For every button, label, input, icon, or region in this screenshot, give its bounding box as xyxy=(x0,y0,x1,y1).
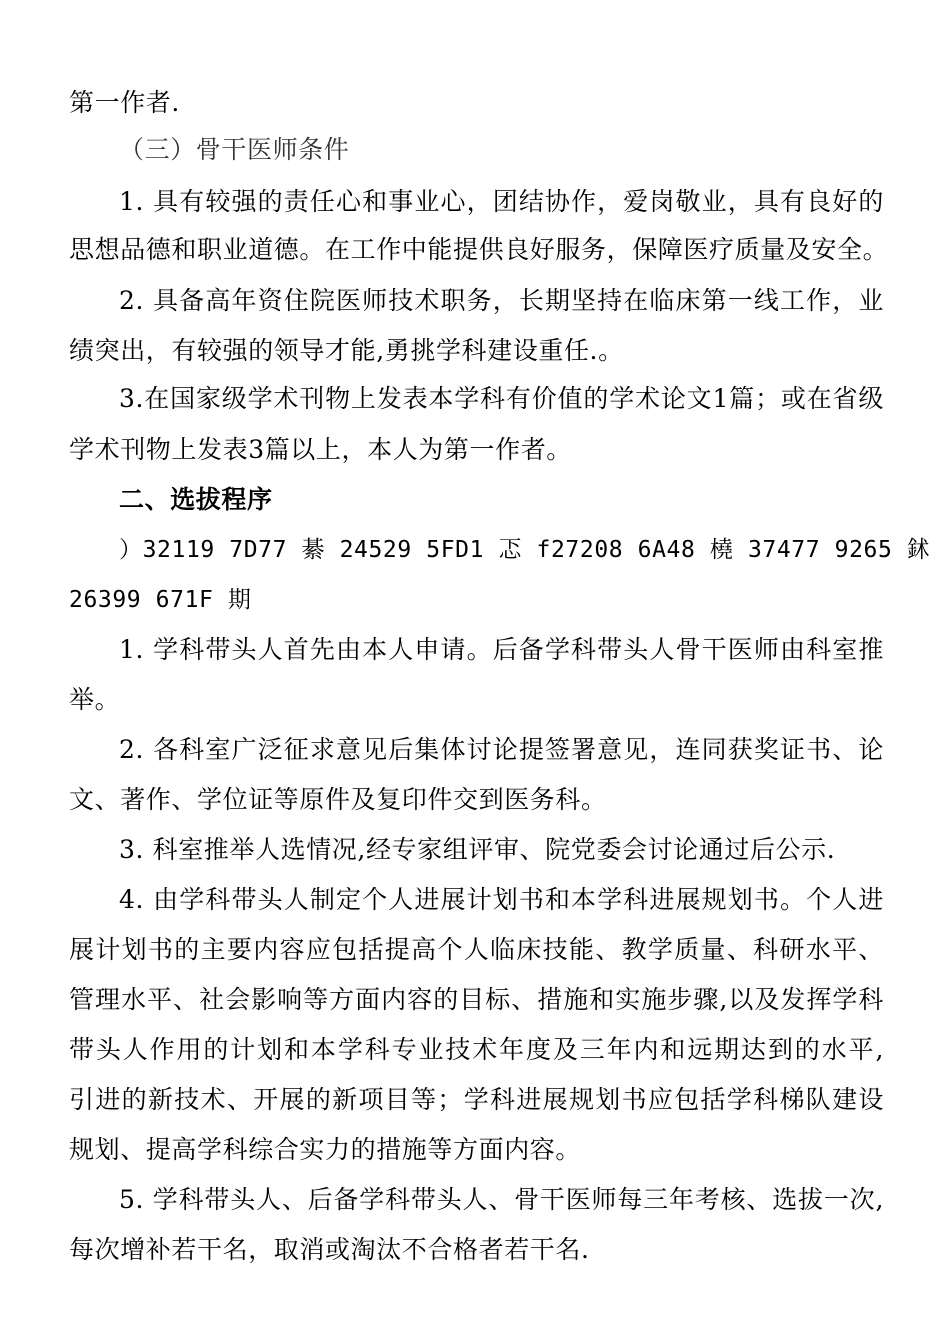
garbled-line-2: 26399 671F 期 xyxy=(69,587,252,613)
condition-3-line-1: 3.在国家级学术刊物上发表本学科有价值的学术论文1篇；或在省级 xyxy=(119,384,884,413)
condition-1-line-1: 1. 具有较强的责任心和事业心，团结协作，爱岗敬业，具有良好的 xyxy=(119,187,884,216)
procedure-1-line-1: 1. 学科带头人首先由本人申请。后备学科带头人骨干医师由科室推 xyxy=(119,635,884,664)
procedure-3-line-1: 3. 科室推举人选情况,经专家组评审、院党委会讨论通过后公示. xyxy=(119,835,836,864)
garbled-line-1: ）32119 7D77 綦 24529 5FD1 忑 f27208 6A48 橈 37477 9265 鉥 xyxy=(119,537,931,563)
subsection-heading-backbone-physician: （三）骨干医师条件 xyxy=(119,135,350,164)
procedure-4-line-3: 管理水平、社会影响等方面内容的目标、措施和实施步骤,以及发挥学科 xyxy=(69,985,884,1014)
condition-1-line-2: 思想品德和职业道德。在工作中能提供良好服务，保障医疗质量及安全。 xyxy=(69,235,889,264)
condition-2-line-2: 绩突出，有较强的领导才能,勇挑学科建设重任.。 xyxy=(69,336,624,365)
procedure-4-line-6: 规划、提高学科综合实力的措施等方面内容。 xyxy=(69,1135,582,1164)
procedure-4-line-1: 4. 由学科带头人制定个人进展计划书和本学科进展规划书。个人进 xyxy=(119,885,884,914)
procedure-4-line-2: 展计划书的主要内容应包括提高个人临床技能、教学质量、科研水平、 xyxy=(69,935,884,964)
procedure-5-line-1: 5. 学科带头人、后备学科带头人、骨干医师每三年考核、选拔一次, xyxy=(119,1185,884,1214)
paragraph-line-continuation: 第一作者. xyxy=(69,88,180,117)
procedure-2-line-2: 文、著作、学位证等原件及复印件交到医务科。 xyxy=(69,785,607,814)
procedure-1-line-2: 举。 xyxy=(69,685,121,714)
section-heading-selection-procedure: 二、选拔程序 xyxy=(119,485,273,514)
condition-2-line-1: 2. 具备高年资住院医师技术职务，长期坚持在临床第一线工作，业 xyxy=(119,286,884,315)
procedure-5-line-2: 每次增补若干名，取消或淘汰不合格者若干名. xyxy=(69,1235,590,1264)
procedure-4-line-5: 引进的新技术、开展的新项目等；学科进展规划书应包括学科梯队建设 xyxy=(69,1085,884,1114)
condition-3-line-2: 学术刊物上发表3篇以上，本人为第一作者。 xyxy=(69,435,572,464)
procedure-2-line-1: 2. 各科室广泛征求意见后集体讨论提签署意见，连同获奖证书、论 xyxy=(119,735,884,764)
procedure-4-line-4: 带头人作用的计划和本学科专业技术年度及三年内和远期达到的水平, xyxy=(69,1035,884,1064)
